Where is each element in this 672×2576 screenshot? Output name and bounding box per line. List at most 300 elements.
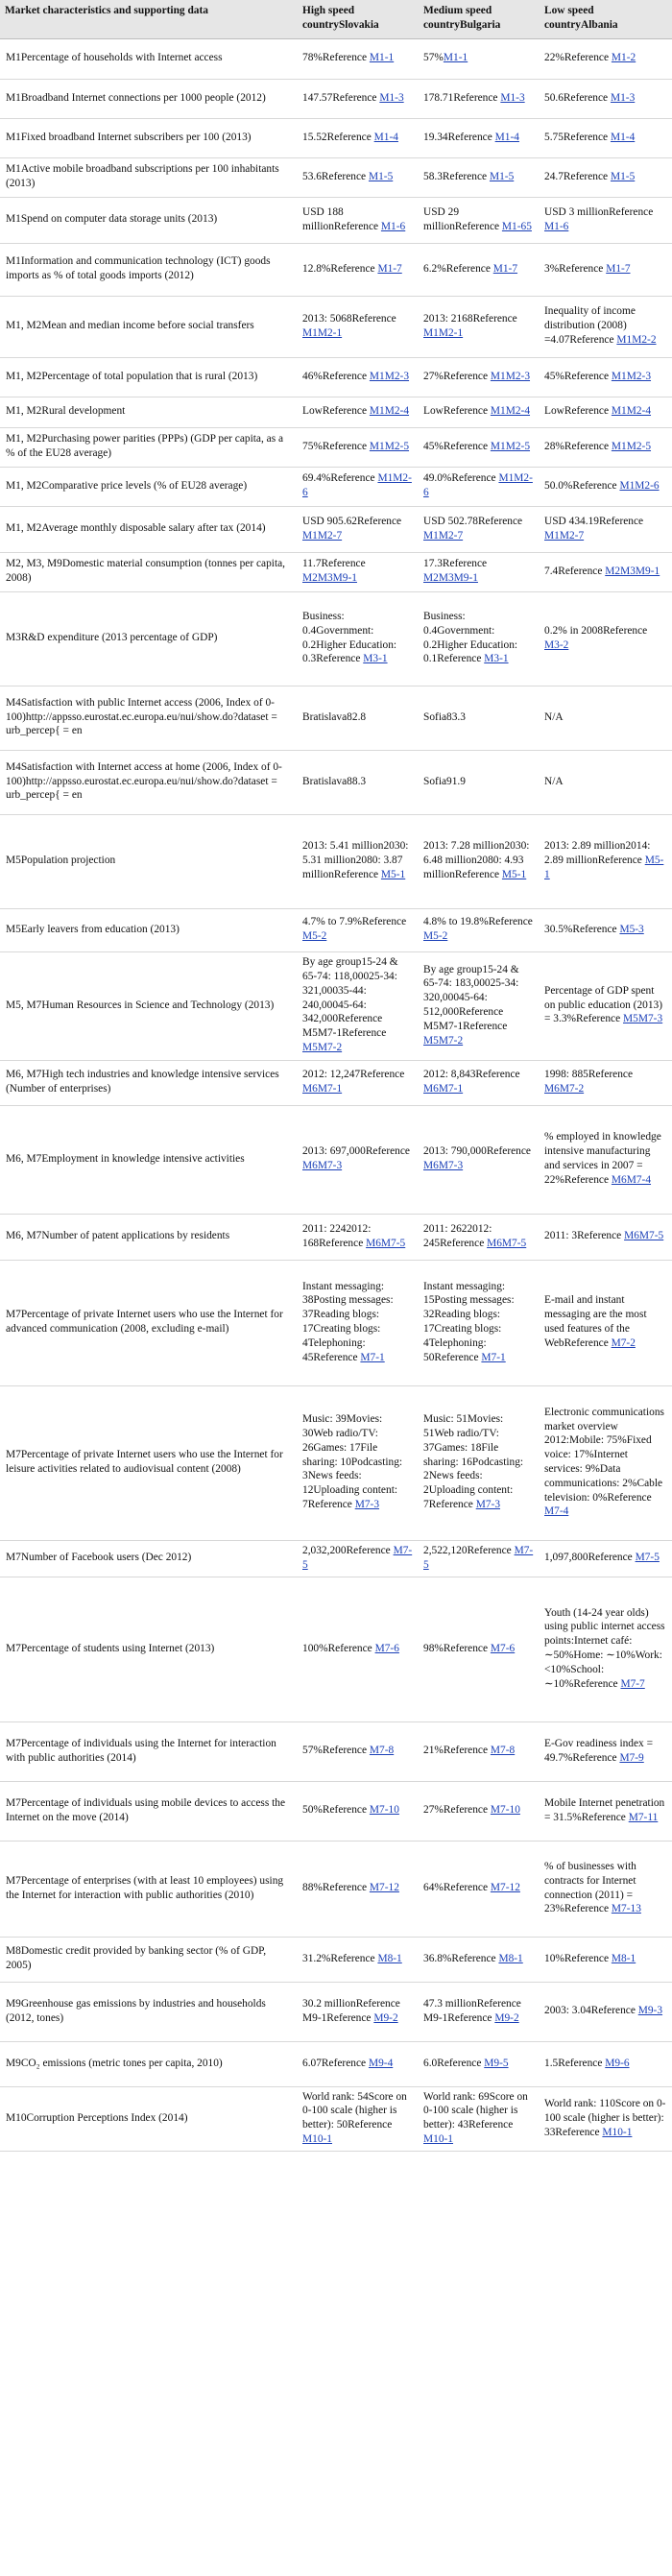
bulgaria-cell <box>419 79 540 118</box>
cell-value: 75%Reference <box>302 440 370 452</box>
reference-link[interactable]: M10-1 <box>423 2132 454 2145</box>
bulgaria-cell <box>419 552 540 591</box>
cell-value: 100%Reference <box>302 1642 375 1654</box>
cell-value: Instant messaging: 15Posting messages: 32Reading blogs: 17Creating blogs: 4Telephoning: 50Reference <box>423 1280 515 1363</box>
reference-link[interactable]: M8-1 <box>611 1952 636 1964</box>
row-label: M7Number of Facebook users (Dec 2012) <box>0 1540 298 1577</box>
albania-cell <box>540 79 672 118</box>
reference-link[interactable]: M1-3 <box>500 91 525 104</box>
reference-link[interactable]: M1M2-5 <box>611 440 652 452</box>
table-row <box>0 1214 672 1260</box>
reference-link[interactable]: M1M2-7 <box>423 529 464 542</box>
reference-link[interactable]: M7-3 <box>354 1499 380 1511</box>
reference-link[interactable]: M7-1 <box>481 1351 506 1363</box>
cell-value: 11.7Reference <box>302 558 366 570</box>
cell-value: 19.34Reference <box>423 131 495 143</box>
bulgaria-cell <box>419 1385 540 1540</box>
cell-value: 2,032,200Reference <box>302 1544 394 1556</box>
row-label: M1Active mobile broadband subscriptions per 100 inhabitants (2013) <box>0 157 298 197</box>
reference-link[interactable]: M1M2-7 <box>544 529 585 542</box>
reference-link[interactable]: M1M2-5 <box>490 440 531 452</box>
reference-link[interactable]: M7-10 <box>369 1804 399 1817</box>
slovakia-cell <box>298 467 419 506</box>
table-row <box>0 506 672 552</box>
albania-cell <box>540 197 672 243</box>
reference-link[interactable]: M10-1 <box>602 2126 633 2138</box>
bulgaria-cell <box>419 951 540 1060</box>
reference-link[interactable]: M7-10 <box>490 1804 520 1817</box>
reference-link[interactable]: M3-2 <box>544 638 569 651</box>
reference-link[interactable]: M8-1 <box>498 1952 523 1964</box>
cell-value: 0.2% in 2008Reference <box>544 624 648 637</box>
reference-link[interactable]: M9-2 <box>494 2011 519 2024</box>
reference-link[interactable]: M1-2 <box>611 52 636 64</box>
row-label: M4Satisfaction with public Internet access (2006, Index of 0-100)http://appsso.eurostat.ec.europa.eu/nui/show.do?dataset = urb_percep{ = en <box>0 686 298 750</box>
slovakia-cell <box>298 591 419 686</box>
cell-value: USD 29 millionReference <box>423 205 502 232</box>
reference-link[interactable]: M5-1 <box>501 868 527 880</box>
reference-link[interactable]: M6M7-5 <box>487 1237 527 1249</box>
reference-link[interactable]: M1-7 <box>492 262 518 275</box>
cell-value: 49.0%Reference <box>423 472 499 485</box>
bulgaria-cell <box>419 506 540 552</box>
reference-link[interactable]: M7-4 <box>544 1505 569 1518</box>
reference-link[interactable]: M8-1 <box>377 1952 402 1964</box>
reference-link[interactable]: M1M2-1 <box>423 326 464 339</box>
cell-value: 5.75Reference <box>544 131 611 143</box>
slovakia-cell <box>298 243 419 296</box>
cell-value: World rank: 69Score on 0-100 scale (higher is better): 43Reference <box>423 2090 528 2131</box>
bulgaria-cell <box>419 357 540 397</box>
reference-link[interactable]: M10-1 <box>302 2132 333 2145</box>
cell-value: 2012: 12,247Reference <box>302 1069 405 1081</box>
row-label: M1Fixed broadband Internet subscribers per 100 (2013) <box>0 118 298 157</box>
reference-link[interactable]: M1-4 <box>373 131 398 143</box>
reference-link[interactable]: M5M7-3 <box>623 1013 663 1025</box>
bulgaria-cell <box>419 38 540 79</box>
row-label: M1Spend on computer data storage units (2013) <box>0 197 298 243</box>
slovakia-cell <box>298 1781 419 1841</box>
slovakia-cell <box>298 552 419 591</box>
cell-value: 2013: 2168Reference <box>423 312 517 325</box>
cell-value: 30.2 millionReference M9-1Reference <box>302 1997 400 2024</box>
reference-link[interactable]: M1M2-5 <box>369 440 410 452</box>
slovakia-cell <box>298 118 419 157</box>
reference-link[interactable]: M1M2-7 <box>302 529 343 542</box>
albania-cell <box>540 1214 672 1260</box>
row-label: M1, M2Comparative price levels (% of EU28 average) <box>0 467 298 506</box>
cell-value: Sofia83.3 <box>423 710 466 723</box>
reference-link[interactable]: M6M7-5 <box>366 1237 406 1249</box>
cell-value: 21%Reference <box>423 1745 491 1757</box>
slovakia-cell <box>298 397 419 427</box>
reference-link[interactable]: M7-6 <box>374 1642 399 1654</box>
table-header-row <box>0 0 672 38</box>
reference-link[interactable]: M1-6 <box>544 220 569 232</box>
cell-value: USD 905.62Reference <box>302 515 402 527</box>
cell-value: 2013: 5.41 million2030: 5.31 million2080: 3.87 millionReference <box>302 840 409 880</box>
cell-value: Music: 39Movies: 30Web radio/TV: 26Games: 17File sharing: 10Podcasting: 3News feeds: 12Uploading content: 7Reference <box>302 1413 403 1511</box>
row-label: M1Information and communication technology (ICT) goods imports as % of total goods imports (2012) <box>0 243 298 296</box>
cell-value: 6.07Reference <box>302 2057 369 2069</box>
reference-link[interactable]: M2M3M9-1 <box>423 572 478 584</box>
cell-value: Inequality of income distribution (2008) =4.07Reference <box>544 305 636 346</box>
reference-link[interactable]: M9-6 <box>605 2057 630 2069</box>
cell-value: 2013: 697,000Reference <box>302 1145 410 1158</box>
slovakia-cell <box>298 1105 419 1214</box>
cell-value: 178.71Reference <box>423 91 501 104</box>
cell-value: Business: 0.4Government: 0.2Higher Education: 0.1Reference <box>423 610 518 665</box>
slovakia-cell <box>298 814 419 908</box>
row-label: M7Percentage of individuals using mobile devices to access the Internet on the move (2014) <box>0 1781 298 1841</box>
cell-value: 50.0%Reference <box>544 479 620 492</box>
cell-value: Sofia91.9 <box>423 775 466 787</box>
reference-link[interactable]: M6M7-1 <box>302 1083 343 1095</box>
cell-value: Bratislava82.8 <box>302 710 367 723</box>
reference-link[interactable]: M7-8 <box>490 1745 516 1757</box>
cell-value: 22%Reference <box>544 52 612 64</box>
albania-cell <box>540 1841 672 1937</box>
bulgaria-cell <box>419 908 540 951</box>
reference-link[interactable]: M1M2-6 <box>302 472 412 498</box>
row-label: M1Percentage of households with Internet access <box>0 38 298 79</box>
reference-link[interactable]: M1-1 <box>369 52 395 64</box>
row-label: M10Corruption Perceptions Index (2014) <box>0 2086 298 2151</box>
reference-link[interactable]: M6M7-1 <box>423 1083 464 1095</box>
reference-link[interactable]: M7-2 <box>611 1336 636 1349</box>
reference-link[interactable]: M3-1 <box>484 653 509 665</box>
reference-link[interactable]: M5-1 <box>380 868 406 880</box>
cell-value: 147.57Reference <box>302 91 380 104</box>
bulgaria-cell <box>419 1105 540 1214</box>
row-label: M5Early leavers from education (2013) <box>0 908 298 951</box>
table-row <box>0 243 672 296</box>
bulgaria-cell <box>419 1841 540 1937</box>
row-label: M8Domestic credit provided by banking sector (% of GDP, 2005) <box>0 1937 298 1982</box>
cell-value: USD 3 millionReference <box>544 205 654 218</box>
cell-value: Music: 51Movies: 51Web radio/TV: 37Games: 18File sharing: 16Podcasting: 2News feeds: 2Uploading content: 7Reference <box>423 1413 524 1511</box>
cell-value: 6.0Reference <box>423 2057 485 2069</box>
bulgaria-cell <box>419 750 540 814</box>
bulgaria-cell <box>419 1982 540 2041</box>
reference-link[interactable]: M1M2-4 <box>369 405 410 418</box>
row-label: M5Population projection <box>0 814 298 908</box>
reference-link[interactable]: M6M7-4 <box>611 1173 652 1186</box>
cell-value: N/A <box>544 710 564 723</box>
row-label: M7Percentage of private Internet users who use the Internet for advanced communication (2008, excluding e-mail) <box>0 1260 298 1385</box>
albania-cell <box>540 506 672 552</box>
cell-value: 2013: 7.28 million2030: 6.48 million2080: 4.93 millionReference <box>423 840 530 880</box>
cell-value: 30.5%Reference <box>544 923 620 935</box>
reference-link[interactable]: M7-7 <box>620 1677 645 1690</box>
reference-link[interactable]: M1-7 <box>606 262 631 275</box>
table-row <box>0 552 672 591</box>
albania-cell <box>540 1060 672 1105</box>
cell-value: 2003: 3.04Reference <box>544 2005 638 2017</box>
table-row <box>0 296 672 357</box>
cell-value: 1.5Reference <box>544 2057 606 2069</box>
table-row <box>0 1721 672 1781</box>
albania-cell <box>540 1577 672 1721</box>
bulgaria-cell <box>419 1214 540 1260</box>
reference-link[interactable]: M1-4 <box>494 131 519 143</box>
cell-value: By age group15-24 & 65-74: 183,00025-34: 320,00045-64: 512,000Reference M5M7-1Reference <box>423 963 519 1032</box>
cell-value: 15.52Reference <box>302 131 374 143</box>
reference-link[interactable]: M5-2 <box>423 930 448 942</box>
bulgaria-cell <box>419 814 540 908</box>
reference-link[interactable]: M7-11 <box>628 1811 659 1823</box>
bulgaria-cell <box>419 1260 540 1385</box>
reference-link[interactable]: M1M2-4 <box>490 405 531 418</box>
cell-value: 45%Reference <box>544 370 612 382</box>
bulgaria-cell <box>419 118 540 157</box>
reference-link[interactable]: M6M7-2 <box>544 1083 585 1095</box>
reference-link[interactable]: M6M7-3 <box>423 1160 464 1171</box>
table-row <box>0 1105 672 1214</box>
reference-link[interactable]: M7-3 <box>475 1499 501 1511</box>
bulgaria-cell <box>419 197 540 243</box>
reference-link[interactable]: M1M2-3 <box>611 370 652 382</box>
cell-value: 45%Reference <box>423 440 491 452</box>
table-row <box>0 427 672 467</box>
cell-value: World rank: 110Score on 0-100 scale (higher is better): 33Reference <box>544 2097 666 2138</box>
bulgaria-cell <box>419 467 540 506</box>
albania-cell <box>540 1982 672 2041</box>
albania-cell <box>540 1937 672 1982</box>
reference-link[interactable]: M1-4 <box>610 131 636 143</box>
reference-link[interactable]: M7-6 <box>490 1642 516 1654</box>
reference-link[interactable]: M7-5 <box>635 1552 660 1564</box>
row-label: M1, M2Rural development <box>0 397 298 427</box>
reference-link[interactable]: M9-2 <box>373 2011 398 2024</box>
cell-value: 98%Reference <box>423 1642 491 1654</box>
bulgaria-cell <box>419 1721 540 1781</box>
slovakia-cell <box>298 157 419 197</box>
albania-cell <box>540 357 672 397</box>
albania-cell <box>540 1105 672 1214</box>
albania-cell <box>540 908 672 951</box>
reference-link[interactable]: M5M7-2 <box>423 1034 464 1047</box>
reference-link[interactable]: M1-3 <box>610 91 636 104</box>
table-row <box>0 397 672 427</box>
cell-value: 27%Reference <box>423 370 491 382</box>
bulgaria-cell <box>419 157 540 197</box>
row-label: M3R&D expenditure (2013 percentage of GDP) <box>0 591 298 686</box>
albania-cell <box>540 467 672 506</box>
reference-link[interactable]: M1M2-1 <box>302 326 343 339</box>
reference-link[interactable]: M1M2-3 <box>490 370 531 382</box>
cell-value: 6.2%Reference <box>423 262 493 275</box>
albania-cell <box>540 591 672 686</box>
row-label: M4Satisfaction with Internet access at home (2006, Index of 0-100)http://appsso.eurostat.ec.europa.eu/nui/show.do?dataset = urb_percep{ = en <box>0 750 298 814</box>
table-row <box>0 1060 672 1105</box>
table-row <box>0 1385 672 1540</box>
cell-value: 78%Reference <box>302 52 370 64</box>
table-row <box>0 750 672 814</box>
table-body <box>0 38 672 2151</box>
row-label: M2, M3, M9Domestic material consumption (tonnes per capita, 2008) <box>0 552 298 591</box>
slovakia-cell <box>298 908 419 951</box>
reference-link[interactable]: M7-12 <box>369 1882 399 1894</box>
reference-link[interactable]: M1-7 <box>377 262 402 275</box>
reference-link[interactable]: M7-12 <box>490 1882 520 1894</box>
albania-cell <box>540 686 672 750</box>
table-row <box>0 1982 672 2041</box>
bulgaria-cell <box>419 397 540 427</box>
reference-link[interactable]: M5-2 <box>302 930 327 942</box>
row-label: M1, M2Mean and median income before social transfers <box>0 296 298 357</box>
cell-value: Percentage of GDP spent on public education (2013) = 3.3%Reference <box>544 984 663 1025</box>
cell-value: 57% <box>423 52 444 64</box>
cell-value: USD 502.78Reference <box>423 515 523 527</box>
table-row <box>0 814 672 908</box>
slovakia-cell <box>298 1937 419 1982</box>
reference-link[interactable]: M1-5 <box>489 170 515 182</box>
table-row <box>0 1540 672 1577</box>
slovakia-cell <box>298 1721 419 1781</box>
albania-cell <box>540 157 672 197</box>
cell-value: USD 188 millionReference <box>302 205 381 232</box>
reference-link[interactable]: M9-5 <box>484 2057 509 2069</box>
row-label: M1, M2Percentage of total population that is rural (2013) <box>0 357 298 397</box>
albania-cell <box>540 552 672 591</box>
header-low-speed-albania: Low speed countryAlbania <box>540 0 672 38</box>
cell-value: 1,097,800Reference <box>544 1552 636 1564</box>
albania-cell <box>540 2041 672 2086</box>
cell-value: Youth (14-24 year olds) using public internet access points:Internet café: ∼50%Home: ∼10%Work: <10%School: ∼10%Reference <box>544 1606 665 1690</box>
reference-link[interactable]: M1-65 <box>501 220 532 232</box>
table-row <box>0 591 672 686</box>
slovakia-cell <box>298 1214 419 1260</box>
table-row <box>0 2086 672 2151</box>
reference-link[interactable]: M1M2-6 <box>619 479 660 492</box>
reference-link[interactable]: M5-1 <box>544 855 664 880</box>
row-label: M7Percentage of private Internet users who use the Internet for leisure activities related to audiovisual content (2008) <box>0 1385 298 1540</box>
cell-value: 2011: 2242012: 168Reference <box>302 1222 372 1249</box>
reference-link[interactable]: M1-5 <box>610 170 636 182</box>
cell-value: 4.7% to 7.9%Reference <box>302 916 407 928</box>
cell-value: 12.8%Reference <box>302 262 378 275</box>
table-row <box>0 467 672 506</box>
cell-value: LowReference <box>544 405 612 418</box>
albania-cell <box>540 1260 672 1385</box>
cell-value: 2011: 3Reference <box>544 1230 625 1242</box>
reference-link[interactable]: M3-1 <box>363 653 388 665</box>
reference-link[interactable]: M7-5 <box>423 1544 534 1571</box>
cell-value: % of businesses with contracts for Internet connection (2011) = 23%Reference <box>544 1860 636 1915</box>
cell-value: 7.4Reference <box>544 565 606 577</box>
reference-link[interactable]: M9-4 <box>368 2057 394 2069</box>
cell-value: 24.7Reference <box>544 170 611 182</box>
bulgaria-cell <box>419 1540 540 1577</box>
reference-link[interactable]: M6M7-5 <box>624 1230 664 1242</box>
reference-link[interactable]: M2M3M9-1 <box>302 572 357 584</box>
bulgaria-cell <box>419 686 540 750</box>
bulgaria-cell <box>419 427 540 467</box>
reference-link[interactable]: M6M7-3 <box>302 1160 343 1171</box>
slovakia-cell <box>298 79 419 118</box>
slovakia-cell <box>298 951 419 1060</box>
cell-value: 69.4%Reference <box>302 472 378 485</box>
cell-value: % employed in knowledge intensive manufacturing and services in 2007 = 22%Reference <box>544 1131 661 1186</box>
header-high-speed-slovakia: High speed countrySlovakia <box>298 0 419 38</box>
slovakia-cell <box>298 1060 419 1105</box>
reference-link[interactable]: M7-1 <box>360 1351 385 1363</box>
reference-link[interactable]: M1-5 <box>368 170 394 182</box>
albania-cell <box>540 814 672 908</box>
slovakia-cell <box>298 197 419 243</box>
cell-value: N/A <box>544 775 564 787</box>
albania-cell <box>540 1781 672 1841</box>
cell-value: 88%Reference <box>302 1882 370 1894</box>
reference-link[interactable]: M1-1 <box>443 52 468 64</box>
cell-value: 2013: 5068Reference <box>302 312 396 325</box>
reference-link[interactable]: M5M7-2 <box>302 1042 343 1054</box>
cell-value: 2013: 2.89 million2014: 2.89 millionReference <box>544 840 651 867</box>
table-row <box>0 118 672 157</box>
bulgaria-cell <box>419 243 540 296</box>
cell-value: 17.3Reference <box>423 558 488 570</box>
reference-link[interactable]: M1M2-4 <box>611 405 652 418</box>
reference-link[interactable]: M1M2-2 <box>616 333 657 346</box>
reference-link[interactable]: M2M3M9-1 <box>605 565 660 577</box>
slovakia-cell <box>298 1982 419 2041</box>
cell-value: 28%Reference <box>544 440 612 452</box>
bulgaria-cell <box>419 1781 540 1841</box>
table-row <box>0 908 672 951</box>
reference-link[interactable]: M7-13 <box>611 1903 641 1915</box>
table-row <box>0 79 672 118</box>
slovakia-cell <box>298 1385 419 1540</box>
reference-link[interactable]: M9-3 <box>637 2005 663 2017</box>
cell-value: Electronic communications market overview 2012:Mobile: 75%Fixed voice: 17%Internet services: 9%Data communications: 2%Cable television: 0%Reference <box>544 1406 664 1504</box>
cell-value: 53.6Reference <box>302 170 369 182</box>
bulgaria-cell <box>419 1060 540 1105</box>
albania-cell <box>540 951 672 1060</box>
slovakia-cell <box>298 38 419 79</box>
reference-link[interactable]: M1-6 <box>380 220 406 232</box>
slovakia-cell <box>298 686 419 750</box>
cell-value: 2,522,120Reference <box>423 1544 515 1556</box>
cell-value: 31.2%Reference <box>302 1952 378 1964</box>
row-label: M9Greenhouse gas emissions by industries and households (2012, tones) <box>0 1982 298 2041</box>
slovakia-cell <box>298 2086 419 2151</box>
slovakia-cell <box>298 1841 419 1937</box>
reference-link[interactable]: M7-9 <box>619 1751 644 1764</box>
table-row <box>0 1781 672 1841</box>
albania-cell <box>540 1721 672 1781</box>
albania-cell <box>540 427 672 467</box>
reference-link[interactable]: M1M2-6 <box>423 472 533 498</box>
bulgaria-cell <box>419 296 540 357</box>
albania-cell <box>540 296 672 357</box>
reference-link[interactable]: M5-3 <box>619 923 644 935</box>
cell-value: Mobile Internet penetration = 31.5%Reference <box>544 1796 665 1823</box>
reference-link[interactable]: M7-5 <box>302 1544 413 1571</box>
slovakia-cell <box>298 750 419 814</box>
cell-value: E-Gov readiness index = 49.7%Reference <box>544 1737 654 1764</box>
cell-value: Business: 0.4Government: 0.2Higher Education: 0.3Reference <box>302 610 397 665</box>
reference-link[interactable]: M1-3 <box>379 91 404 104</box>
cell-value: USD 434.19Reference <box>544 515 644 527</box>
cell-value: 2011: 2622012: 245Reference <box>423 1222 492 1249</box>
table-row <box>0 38 672 79</box>
table-row <box>0 1841 672 1937</box>
cell-value: 27%Reference <box>423 1804 491 1817</box>
reference-link[interactable]: M1M2-3 <box>369 370 410 382</box>
cell-value: 50.6Reference <box>544 91 611 104</box>
reference-link[interactable]: M7-8 <box>369 1745 395 1757</box>
